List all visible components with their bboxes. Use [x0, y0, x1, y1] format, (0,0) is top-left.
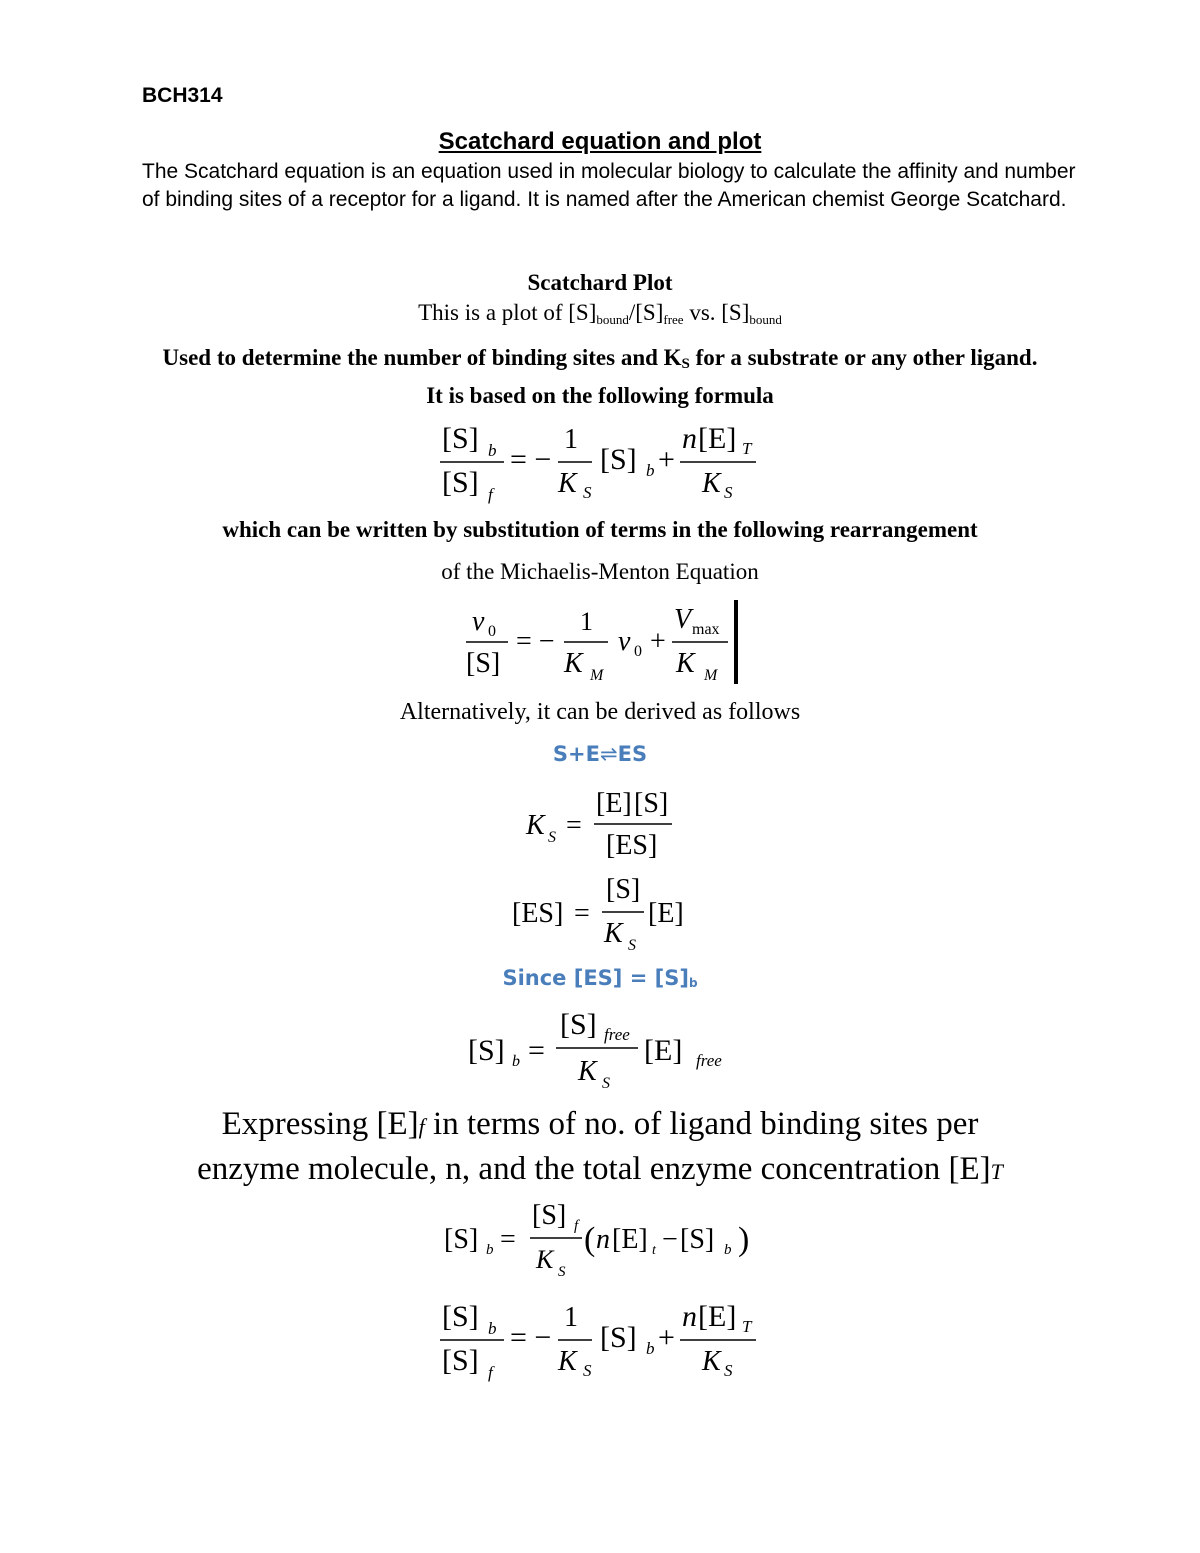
svg-text:b: b — [646, 1339, 655, 1358]
svg-text:b: b — [724, 1242, 732, 1258]
svg-text:b: b — [486, 1242, 494, 1258]
michaelis-menton-text: of the Michaelis-Menton Equation — [441, 559, 759, 584]
svg-text:+: + — [658, 443, 675, 476]
svg-text:S: S — [583, 1361, 592, 1380]
svg-text:v: v — [472, 606, 485, 637]
expressing-line-1: Expressing [E]f in terms of no. of ligand binding sites per — [221, 1106, 979, 1142]
svg-text:=: = — [500, 1224, 516, 1255]
svg-text:[S]: [S] — [468, 1034, 505, 1067]
svg-text:f: f — [488, 1363, 493, 1382]
page-title: Scatchard equation and plot — [438, 128, 762, 155]
svg-text:K: K — [702, 1346, 721, 1377]
svg-text:v: v — [618, 626, 631, 657]
svg-text:[S]: [S] — [634, 788, 669, 819]
svg-text:K: K — [702, 468, 721, 499]
svg-text:0: 0 — [488, 623, 496, 640]
bound-substrate-equation — [464, 1004, 744, 1090]
svg-text:f: f — [488, 485, 493, 504]
svg-text:b: b — [512, 1053, 520, 1070]
svg-text:V: V — [674, 604, 692, 635]
svg-text:[E]: [E] — [596, 788, 632, 819]
svg-text:K: K — [604, 918, 623, 949]
scatchard-equation — [430, 412, 770, 502]
svg-text:[S]: [S] — [442, 422, 479, 455]
svg-text:[S]: [S] — [606, 874, 641, 905]
es-concentration-equation — [510, 868, 700, 952]
purpose-paragraph: Used to determine the number of binding sites and $K_S$ for a substrate or any other ligand. It is based on the following formula — [162, 345, 1038, 408]
expressing-line-2: enzyme molecule, n, and the total enzyme concentration [E]T — [197, 1151, 1003, 1187]
svg-text:[S]: [S] — [600, 1321, 637, 1354]
svg-text:T: T — [742, 439, 752, 458]
svg-text:K: K — [536, 1245, 554, 1274]
svg-text:free: free — [604, 1025, 630, 1044]
svg-text:max: max — [692, 621, 720, 638]
svg-text:0: 0 — [634, 643, 642, 660]
svg-text:[S]: [S] — [560, 1008, 597, 1041]
scatchard-plot-heading: Scatchard Plot — [527, 270, 673, 295]
svg-text:[S]: [S] — [532, 1200, 567, 1231]
substitution-text: which can be written by substitution of terms in the following rearrangement — [222, 517, 978, 542]
svg-text:1: 1 — [564, 424, 578, 455]
svg-text:b: b — [488, 1319, 497, 1338]
svg-text:[E]: [E] — [648, 898, 684, 929]
svg-text:[S]: [S] — [466, 648, 501, 679]
svg-text:b: b — [646, 461, 655, 480]
svg-text:K: K — [558, 468, 577, 499]
total-enzyme-equation — [442, 1196, 762, 1280]
svg-text:=: = — [528, 1034, 545, 1067]
expressing-paragraph — [0, 1103, 1200, 1193]
svg-text:1: 1 — [580, 607, 593, 636]
svg-text:S: S — [724, 483, 733, 502]
course-code: BCH314 — [142, 84, 223, 107]
svg-text:f: f — [574, 1218, 579, 1234]
svg-text:= −: = − — [516, 626, 555, 657]
svg-text:[S]: [S] — [600, 443, 637, 476]
binding-reaction: S+E⇌ES — [552, 742, 648, 766]
svg-text:K: K — [676, 648, 695, 679]
since-statement: Since $[ES] = [S]_b$ — [502, 966, 698, 990]
svg-text:K: K — [564, 648, 583, 679]
svg-text:+: + — [658, 1321, 675, 1354]
svg-text:K: K — [558, 1346, 577, 1377]
svg-text:free: free — [696, 1051, 722, 1070]
svg-text:K: K — [526, 810, 545, 841]
svg-text:[S]: [S] — [442, 1344, 479, 1377]
svg-text:S: S — [628, 937, 636, 954]
svg-text:S: S — [583, 483, 592, 502]
svg-text:[E]: [E] — [698, 422, 737, 455]
svg-text:+: + — [650, 626, 666, 657]
svg-text:(: ( — [584, 1221, 596, 1258]
svg-text:= −: = − — [510, 1321, 552, 1354]
svg-text:M: M — [590, 667, 604, 684]
svg-text:S: S — [548, 829, 556, 846]
svg-text:[S]: [S] — [680, 1224, 715, 1255]
svg-text:=: = — [574, 898, 590, 929]
plot-description: This is a plot of $[S]_{bound}/[S]_{free}$ vs. $[S]_{bound}$ — [418, 300, 782, 327]
svg-text:1: 1 — [564, 1302, 578, 1333]
svg-text:n: n — [682, 422, 697, 455]
svg-text:=: = — [566, 810, 582, 841]
michaelis-menton-equation — [460, 598, 750, 688]
svg-text:[E]: [E] — [612, 1224, 648, 1255]
svg-text:n: n — [596, 1224, 610, 1255]
svg-text:= −: = − — [510, 443, 552, 476]
svg-text:): ) — [738, 1221, 750, 1258]
svg-text:[E]: [E] — [644, 1034, 683, 1067]
svg-text:S: S — [558, 1264, 566, 1280]
svg-text:t: t — [652, 1243, 656, 1258]
svg-text:T: T — [742, 1317, 752, 1336]
svg-text:[ES]: [ES] — [512, 898, 564, 929]
svg-text:−: − — [662, 1224, 678, 1255]
svg-text:K: K — [578, 1056, 597, 1087]
svg-text:[ES]: [ES] — [606, 830, 658, 861]
svg-text:[S]: [S] — [442, 466, 479, 499]
svg-text:M: M — [704, 667, 718, 684]
svg-text:[E]: [E] — [698, 1300, 737, 1333]
alternative-derivation-text: Alternatively, it can be derived as follows — [399, 699, 801, 725]
svg-text:n: n — [682, 1300, 697, 1333]
svg-text:b: b — [488, 441, 497, 460]
svg-text:[S]: [S] — [442, 1300, 479, 1333]
final-scatchard-equation — [430, 1290, 770, 1380]
svg-text:S: S — [602, 1075, 610, 1092]
svg-text:[S]: [S] — [444, 1224, 479, 1255]
intro-paragraph: The Scatchard equation is an equation used in molecular biology to calculate the affinity and number of binding sites of a receptor for a ligand. It is named after the American chemist George Scatchard. — [142, 160, 1076, 211]
ks-definition-equation — [520, 780, 690, 864]
svg-text:S: S — [724, 1361, 733, 1380]
